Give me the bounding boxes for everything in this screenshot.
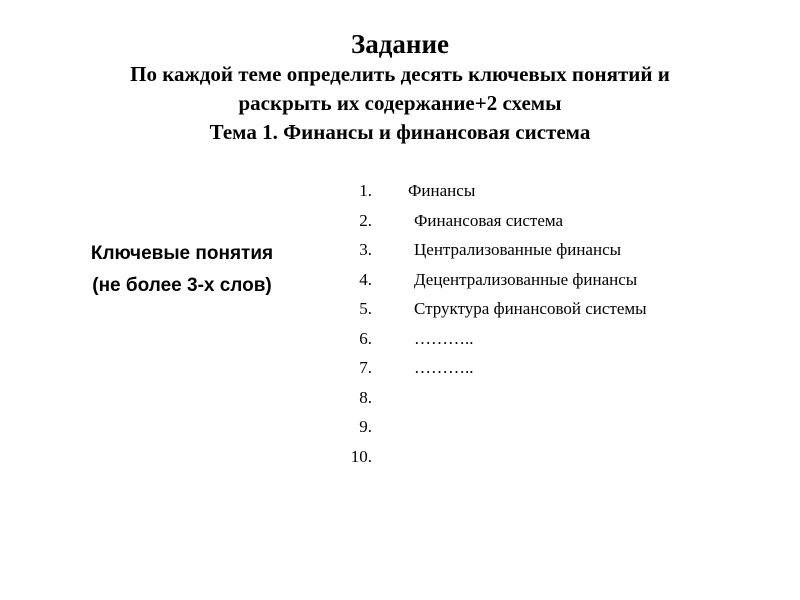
key-concepts-label bbox=[40, 238, 324, 302]
list-item bbox=[330, 206, 564, 236]
list-item-number: 7. bbox=[359, 358, 372, 377]
task-line-1: По каждой теме определить десять ключевых понятий и bbox=[130, 62, 670, 86]
list-item-text: Финансовая система bbox=[414, 210, 564, 230]
topic-title: Тема 1. Финансы и финансовая система bbox=[209, 120, 591, 144]
list-item-number: 10. bbox=[350, 446, 372, 466]
concept-list bbox=[330, 176, 647, 471]
task-line-2: раскрыть их содержание+2 схемы bbox=[238, 91, 562, 115]
list-item-number: 6. bbox=[359, 328, 372, 348]
list-item bbox=[330, 353, 474, 383]
list-item-number: 2. bbox=[359, 210, 372, 230]
list-item bbox=[330, 294, 647, 324]
list-item-number: 4. bbox=[359, 269, 372, 289]
key-concepts-note: (не более 3-х слов) bbox=[92, 275, 272, 296]
list-item bbox=[330, 265, 638, 295]
list-item bbox=[330, 383, 372, 413]
list-item-text: ……….. bbox=[414, 328, 474, 348]
list-item-number: 8. bbox=[359, 387, 372, 407]
title-block bbox=[20, 28, 780, 147]
list-item bbox=[330, 442, 372, 472]
list-item-number: 9. bbox=[359, 417, 372, 436]
list-item bbox=[330, 176, 476, 206]
list-item-number: 3. bbox=[359, 240, 372, 259]
list-item-text: Финансы bbox=[408, 181, 476, 200]
list-item-text: Децентрализованные финансы bbox=[414, 269, 638, 289]
key-concepts-heading: Ключевые понятия bbox=[90, 243, 274, 264]
list-item bbox=[330, 324, 474, 354]
list-item-text: ……….. bbox=[414, 358, 474, 377]
list-item-number: 1. bbox=[359, 181, 372, 200]
list-item bbox=[330, 235, 622, 265]
list-item-text: Структура финансовой системы bbox=[414, 299, 647, 318]
list-item bbox=[330, 412, 372, 442]
list-item-number: 5. bbox=[359, 299, 372, 318]
list-item-text: Централизованные финансы bbox=[414, 240, 622, 259]
title-main: Задание bbox=[350, 29, 449, 59]
